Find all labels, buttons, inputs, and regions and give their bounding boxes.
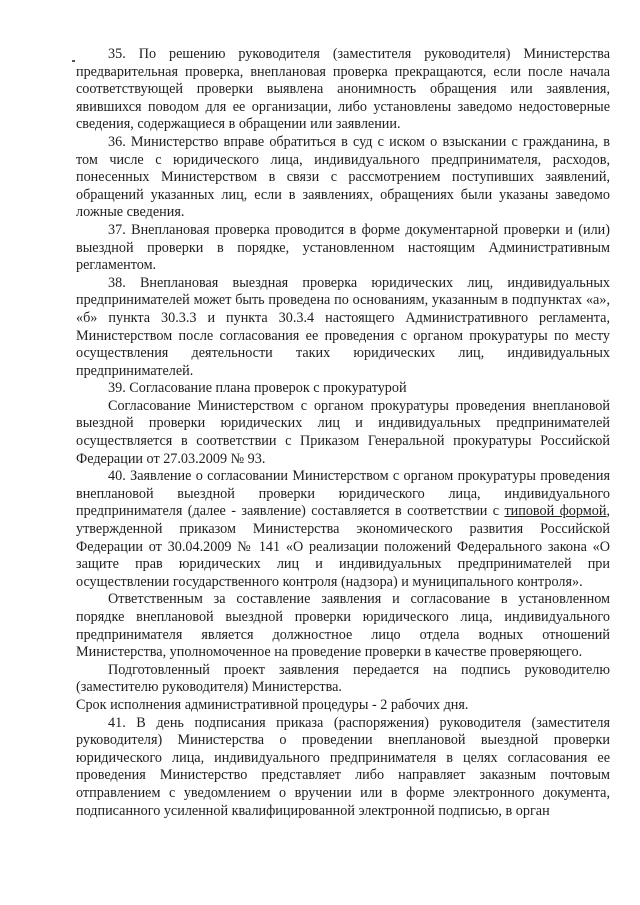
paragraph-40-end: , утвержденной приказом Министерства экономического развития Российской Федерации от 30.04.2009 № 141 «О реализации положений Федерального закона «О защите прав юридических лиц и индивидуальных предпринимателей при осуществлении государственного контроля (надзора) и муниципального контроля». — [76, 503, 610, 590]
scan-mark — [72, 60, 75, 62]
paragraph-36: 36. Министерство вправе обратиться в суд с иском о взыскании с гражданина, в том числе с юридического лица, индивидуального предпринимателя, расходов, понесенных Министерством в связи с рассмотрением поступивших заявлений, обращений указанных лиц, если в заявлениях, обращениях были указаны заведомо ложные сведения. — [76, 133, 610, 221]
paragraph-38: 38. Внеплановая выездная проверка юридических лиц, индивидуальных предпринимателей может быть проведена по основаниям, указанным в подпунктах «а», «б» пункта 30.3.3 и пункта 30.3.4 настоящего Административного регламента, Министерством после согласования ее проведения с органом прокуратуры по месту осуществления деятельности таких юридических лиц, индивидуальных предпринимателей. — [76, 274, 610, 379]
paragraph-37: 37. Внеплановая проверка проводится в форме документарной проверки и (или) выездной проверки в порядке, установленном настоящим Административным регламентом. — [76, 221, 610, 274]
section-heading-39: 39. Согласование плана проверок с прокуратурой — [108, 380, 407, 397]
paragraph-39-body: Согласование Министерством с органом прокуратуры проведения внеплановой выездной проверки юридических лиц и индивидуальных предпринимателей осуществляется в соответствии с Приказом Генеральной прокуратуры Российской Федерации от 27.03.2009 № 93. — [76, 397, 610, 467]
paragraph-35: 35. По решению руководителя (заместителя руководителя) Министерства предварительная проверка, внеплановая проверка прекращаются, если после начала соответствующей проверки выявлена анонимность обращения или заявления, явившихся поводом для ее организации, либо установлены заведомо недостоверные сведения, содержащиеся в обращении или заявлении. — [76, 46, 610, 133]
standard-form-link[interactable]: типовой формой — [504, 503, 607, 520]
paragraph-deadline: Срок исполнения административной процедуры - 2 рабочих дня. — [76, 696, 469, 713]
paragraph-responsible: Ответственным за составление заявления и согласование в установленном порядке внеплановой выездной проверки юридического лица, индивидуального предпринимателя является должностное лицо отдела водных отношений Министерства, уполномоченное на проведение проверки в качестве проверяющего. — [76, 591, 610, 661]
paragraph-40 — [76, 468, 610, 591]
paragraph-draft-signature: Подготовленный проект заявления передается на подпись руководителю (заместителю руководителя) Министерства. — [76, 661, 610, 696]
paragraph-41: 41. В день подписания приказа (распоряжения) руководителя (заместителя руководителя) Министерства о проведении внеплановой выездной проверки юридического лица, индивидуального предпринимателя в целях согласования ее проведения Министерство представляет либо направляет заказным почтовым отправлением с уведомлением о вручении или в форме электронного документа, подписанного усиленной квалифицированной электронной подписью, в орган — [76, 714, 610, 819]
paragraph-40-start: 40. Заявление о согласовании Министерством с органом прокуратуры проведения внеплановой выездной проверки юридического лица, индивидуального предпринимателя (далее - заявление) составляется в соответствии с — [76, 468, 610, 520]
